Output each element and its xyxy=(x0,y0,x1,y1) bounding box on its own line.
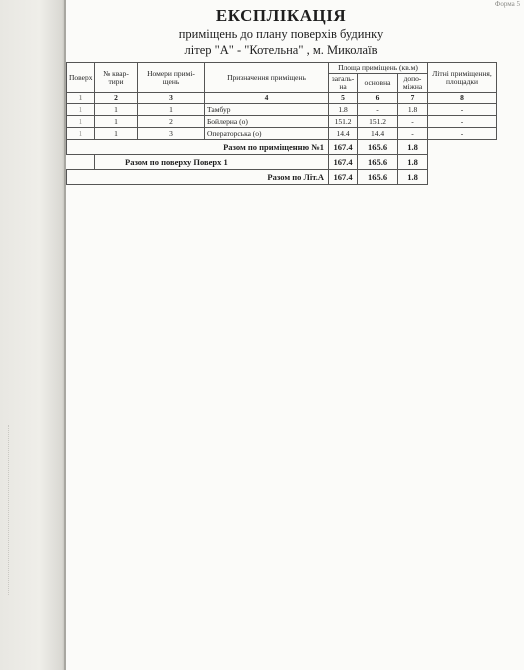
table-row xyxy=(67,128,497,140)
header-room-number: Номери примі- щень xyxy=(138,63,205,93)
total-blank xyxy=(428,140,497,155)
total-blank xyxy=(428,155,497,170)
cell-summer: - xyxy=(428,116,497,128)
column-number: 4 xyxy=(205,93,329,104)
total-main: 165.6 xyxy=(358,155,398,170)
header-aux-area: допо- міжна xyxy=(398,74,428,93)
binder-mark xyxy=(8,425,15,595)
column-number: 2 xyxy=(95,93,138,104)
cell-purpose: Тамбур xyxy=(205,104,329,116)
header-main-area: основна xyxy=(358,74,398,93)
total-total: 167.4 xyxy=(329,155,358,170)
cell-room: 3 xyxy=(138,128,205,140)
column-number: 6 xyxy=(358,93,398,104)
document-subtitle-2: літер "А" - "Котельна" , м. Миколаїв xyxy=(184,43,378,57)
form-corner-label: Форма 5 xyxy=(494,0,520,8)
total-blank xyxy=(67,155,95,170)
total-main: 165.6 xyxy=(358,140,398,155)
total-total: 167.4 xyxy=(329,170,358,185)
header-area-group: Площа приміщень (кв.м) xyxy=(329,63,428,74)
cell-apartment: 1 xyxy=(95,116,138,128)
cell-floor: 1 xyxy=(67,104,95,116)
column-number: 5 xyxy=(329,93,358,104)
explication-table xyxy=(66,62,497,185)
document-title: ЕКСПЛІКАЦІЯ xyxy=(215,6,347,25)
cell-floor: 1 xyxy=(67,116,95,128)
column-number: 1 xyxy=(67,93,95,104)
total-total: 167.4 xyxy=(329,140,358,155)
total-blank xyxy=(428,170,497,185)
column-number: 8 xyxy=(428,93,497,104)
cell-room: 1 xyxy=(138,104,205,116)
cell-aux: - xyxy=(398,128,428,140)
document-subtitle-1: приміщень до плану поверхів будинку xyxy=(178,27,384,41)
header-floor: Поверх xyxy=(67,63,95,93)
total-aux: 1.8 xyxy=(398,170,428,185)
total-row-room xyxy=(67,140,497,155)
total-label: Разом по приміщенню №1 xyxy=(67,140,329,155)
total-main: 165.6 xyxy=(358,170,398,185)
header-summer-areas: Літні приміщення, площадки xyxy=(428,63,497,93)
total-label: Разом по Літ.А xyxy=(67,170,329,185)
cell-main: 151.2 xyxy=(358,116,398,128)
cell-summer: - xyxy=(428,104,497,116)
total-row-building xyxy=(67,170,497,185)
total-aux: 1.8 xyxy=(398,140,428,155)
total-row-floor xyxy=(67,155,497,170)
cell-floor: 1 xyxy=(67,128,95,140)
cell-aux: 1.8 xyxy=(398,104,428,116)
cell-total: 14.4 xyxy=(329,128,358,140)
total-label: Разом по поверху Поверх 1 xyxy=(95,155,329,170)
cell-total: 151.2 xyxy=(329,116,358,128)
column-number-row xyxy=(67,93,497,104)
header-purpose: Призначення приміщень xyxy=(205,63,329,93)
cell-total: 1.8 xyxy=(329,104,358,116)
header-apartment: № квар- тири xyxy=(95,63,138,93)
cell-apartment: 1 xyxy=(95,104,138,116)
cell-main: - xyxy=(358,104,398,116)
header-total-area: загаль- на xyxy=(329,74,358,93)
cell-main: 14.4 xyxy=(358,128,398,140)
cell-purpose: Операторська (о) xyxy=(205,128,329,140)
cell-purpose: Бойлерна (о) xyxy=(205,116,329,128)
cell-summer: - xyxy=(428,128,497,140)
cell-apartment: 1 xyxy=(95,128,138,140)
total-aux: 1.8 xyxy=(398,155,428,170)
cell-room: 2 xyxy=(138,116,205,128)
title-block xyxy=(66,6,496,58)
table-row xyxy=(67,104,497,116)
table-row xyxy=(67,116,497,128)
column-number: 3 xyxy=(138,93,205,104)
column-number: 7 xyxy=(398,93,428,104)
cell-aux: - xyxy=(398,116,428,128)
